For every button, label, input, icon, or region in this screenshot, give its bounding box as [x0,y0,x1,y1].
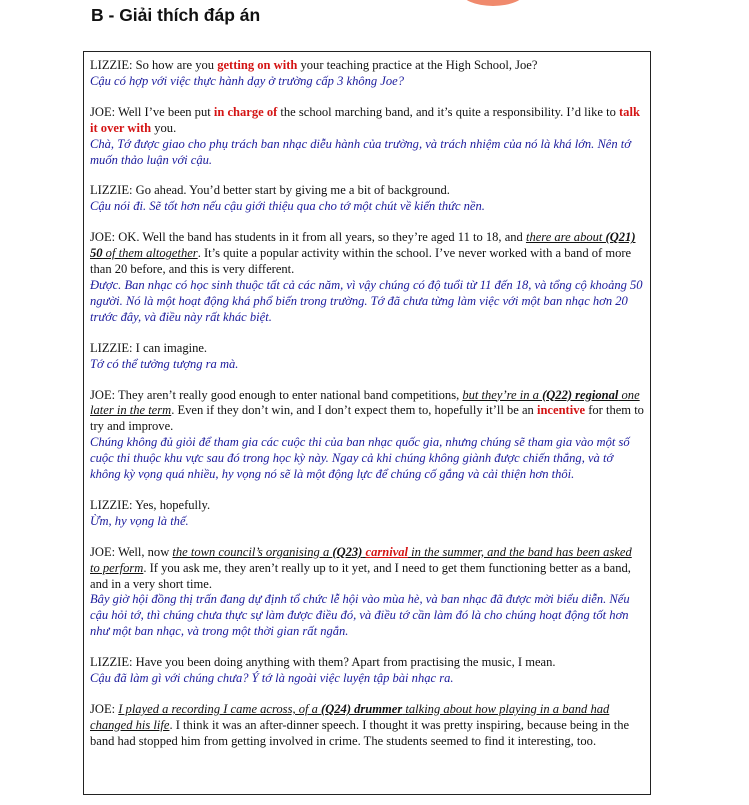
dialogue-paragraph [90,341,644,373]
vietnamese-translation: Cậu nói đi. Sẽ tốt hơn nếu cậu giới thiệu qua cho tớ một chút về kiến thức nền. [90,199,485,214]
english-line [90,183,644,199]
vietnamese-translation: Cậu đã làm gì với chúng chưa? Ý tớ là ngoài việc luyện tập bài nhạc ra. [90,671,454,686]
section-heading: B - Giải thích đáp án [91,5,261,25]
text-segment: JOE: They aren’t really good enough to enter national band competitions, [90,387,463,402]
vietnamese-translation: Chúng không đủ giỏi để tham gia các cuộc thi của ban nhạc quốc gia, nhưng chúng sẽ tham gia vào một số cuộc thi thuộc khu vực sau đó trong học kỳ này. Ngay cả khi chúng không giành được chiến thắng, và tớ không kỳ vọng quá nhiều, hy vọng nó sẽ là một động lực để chúng cố gắng và cải thiện hơn thôi. [90,435,630,482]
highlighted-text: one later in the term [90,387,640,418]
highlighted-text: the town council’s organising a [172,544,333,559]
highlighted-text: getting on with [217,58,298,72]
english-line [90,702,644,750]
english-line [90,498,644,514]
dialogue-paragraph [90,702,644,750]
dialogue-paragraph [90,230,644,325]
text-segment: LIZZIE: I can imagine. [90,340,208,355]
highlighted-text: of them altogether [102,246,198,261]
english-line [90,545,644,593]
dialogue-paragraph [90,498,644,530]
dialogue-paragraph [90,58,644,90]
text-segment: . Even if they don’t win, and I don’t expect them to, hopefully it’ll be an [171,403,537,418]
text-segment: LIZZIE: Go ahead. You’d better start by giving me a bit of background. [90,183,450,198]
english-line [90,105,644,137]
dialogue-paragraph [90,388,644,483]
highlighted-text: talking about how playing in a band had changed his life [90,702,610,732]
text-segment: for them to try and improve. [90,403,644,434]
text-segment: your teaching practice at the High School, Joe? [297,58,538,72]
highlighted-text: (Q21) 50 [90,230,636,261]
text-segment: JOE: Well, now [90,544,173,559]
english-line [90,58,644,74]
highlighted-text: incentive [536,403,586,418]
dialogue-box [83,51,651,795]
text-segment: LIZZIE: Have you been doing anything with them? Apart from practising the music, I mean. [90,655,556,670]
highlighted-text: (Q23) [332,544,363,559]
highlighted-text: but they’re in a [462,387,543,402]
text-segment: . It’s quite a popular activity within the school. I’ve never worked with a band of more than 20 before, and this is very different. [90,246,632,277]
text-segment: JOE: OK. Well the band has students in it from all years, so they’re aged 11 to 18, and [90,230,526,245]
english-line [90,655,644,671]
text-segment: JOE: [90,702,119,716]
vietnamese-translation: Ừm, hy vọng là thế. [90,513,189,528]
vietnamese-translation: Được. Ban nhạc có học sinh thuộc tất cả các năm, vì vậy chúng có độ tuổi từ 11 đến 18, và tổng cộ khoảng 50 người. Nó là một hoạt động khá phổ biến trong trường. Tớ đã chưa từng làm việc với một ban nhạc hơn 20 trước đây, và điều này rất khác biệt. [90,277,643,324]
text-segment: you. [151,120,177,135]
dialogue-paragraph [90,183,644,215]
vietnamese-translation: Tớ có thể tưởng tượng ra mà. [90,356,239,371]
dialogue-paragraph [90,655,644,687]
english-line [90,341,644,357]
highlighted-text: I played a recording I came across, of a [118,702,322,716]
highlighted-text: carnival [365,544,409,559]
highlighted-text: in the summer, and the band has been asked to perform [90,544,632,575]
vietnamese-translation: Bây giờ hội đồng thị trấn đang dự định tổ chức lễ hội vào mùa hè, và ban nhạc đã được mời biểu diễn. Nếu cậu hỏi tớ, thì chúng chưa thực sự làm được điều đó, và điều tớ cần làm đó là cho chúng hoạt động tốt hơn như một ban nhạc, và trong một thời gian rất ngắn. [90,592,630,639]
text-segment: LIZZIE: So how are you [90,58,218,72]
text-segment: . If you ask me, they aren’t really up to it yet, and I need to get them functioning better as a band, and in a very short time. [90,560,631,591]
highlighted-text: (Q22) regional [542,387,619,402]
vietnamese-translation: Chà, Tớ được giao cho phụ trách ban nhạc diễu hành của trường, và trách nhiệm của nó là khá lớn. Nên tớ muốn thảo luận với cậu. [90,136,631,167]
highlighted-text: in charge of [213,104,278,119]
highlighted-text: talk it over with [90,104,640,135]
decorative-circle [461,0,525,6]
dialogue-paragraph [90,105,644,169]
text-segment: JOE: Well I’ve been put [90,104,214,119]
text-segment: . I think it was an after-dinner speech. I thought it was pretty inspiring, because being in the band had stopped him from getting involved in crime. The students seemed to find it interesting, too. [90,717,630,748]
vietnamese-translation: Cậu có hợp với việc thực hành dạy ở trường cấp 3 không Joe? [90,73,404,88]
english-line [90,388,644,436]
text-segment: LIZZIE: Yes, hopefully. [90,497,211,512]
highlighted-text: (Q24) drummer [321,702,403,716]
highlighted-text: there are about [525,230,606,245]
text-segment: the school marching band, and it’s quite a responsibility. I’d like to [277,104,619,119]
dialogue-paragraph [90,545,644,640]
english-line [90,230,644,278]
